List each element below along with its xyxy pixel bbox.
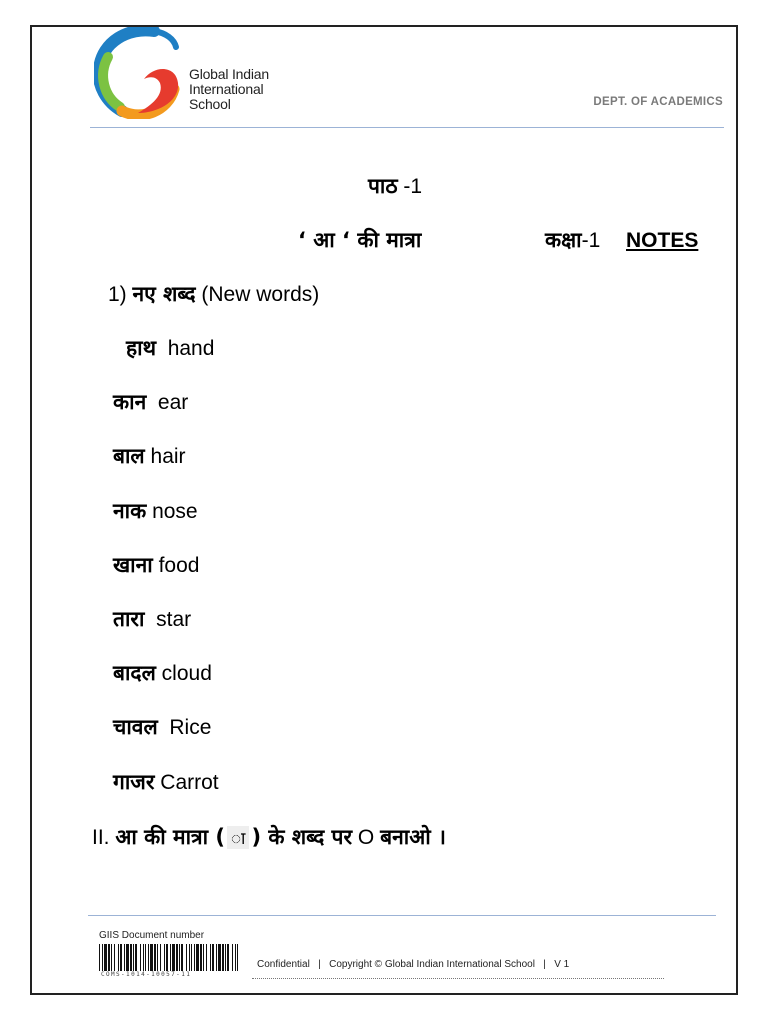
word-item xyxy=(126,334,214,362)
barcode-bar xyxy=(126,944,129,971)
barcode-bar xyxy=(176,944,178,971)
barcode-bar xyxy=(111,944,112,971)
word-english: nose xyxy=(152,500,198,523)
class-info xyxy=(545,226,698,254)
word-english: Rice xyxy=(169,716,212,739)
barcode-bar xyxy=(189,944,190,971)
school-logo xyxy=(94,27,189,119)
barcode-bar xyxy=(114,944,115,971)
barcode-bar xyxy=(166,944,168,971)
barcode-bar xyxy=(150,944,153,971)
lesson-number: -1 xyxy=(403,175,423,198)
barcode-bar xyxy=(170,944,171,971)
barcode-bar xyxy=(196,944,199,971)
barcode-bar xyxy=(222,944,224,971)
word-english: cloud xyxy=(161,662,212,685)
word-item xyxy=(113,605,191,633)
section2-text-c: बनाओ । xyxy=(380,825,446,849)
barcode-bar xyxy=(154,944,156,971)
word-item xyxy=(113,659,212,687)
word-english: ear xyxy=(157,391,189,414)
word-item xyxy=(113,768,219,796)
lesson-label: पाठ xyxy=(368,174,398,198)
barcode-bar xyxy=(108,944,110,971)
word-hindi: खाना xyxy=(113,553,153,577)
barcode-bar xyxy=(206,944,207,971)
barcode-bar xyxy=(210,944,211,971)
barcode-bar xyxy=(124,944,125,971)
word-hindi: बादल xyxy=(113,661,156,685)
barcode-bar xyxy=(172,944,175,971)
footer-separator: | xyxy=(318,959,321,970)
barcode xyxy=(99,944,241,971)
footer-text xyxy=(257,959,569,970)
word-english: food xyxy=(158,554,200,577)
school-name-line: School xyxy=(189,96,231,112)
word-hindi: बाल xyxy=(113,444,145,468)
word-hindi: नाक xyxy=(113,499,147,523)
section1-title-english: (New words) xyxy=(201,283,320,306)
word-english: star xyxy=(156,608,192,631)
word-hindi: चावल xyxy=(113,715,158,739)
school-name-line: Global Indian xyxy=(189,66,269,82)
barcode-bar xyxy=(99,944,100,971)
word-hindi: हाथ xyxy=(126,336,157,360)
lesson-title xyxy=(368,172,422,200)
document-page xyxy=(30,25,738,995)
section2-text-b: ) के शब्द पर xyxy=(251,825,353,849)
footer-divider xyxy=(88,915,716,916)
barcode-bar xyxy=(140,944,141,971)
barcode-bar xyxy=(218,944,221,971)
barcode-bar xyxy=(102,944,103,971)
barcode-bar xyxy=(212,944,214,971)
barcode-bar xyxy=(181,944,183,971)
word-item xyxy=(113,442,186,470)
word-hindi: तारा xyxy=(113,607,145,631)
word-item xyxy=(113,388,188,416)
word-hindi: कान xyxy=(113,390,147,414)
barcode-bar xyxy=(135,944,137,971)
department-label: DEPT. OF ACADEMICS xyxy=(593,96,723,108)
section2-text-a: आ की मात्रा ( xyxy=(115,825,225,849)
section1-heading xyxy=(108,280,319,308)
footer-dotted-line xyxy=(252,978,664,979)
header-divider xyxy=(90,127,724,128)
class-number: -1 xyxy=(581,229,601,252)
document-number-label: GIIS Document number xyxy=(99,930,205,941)
barcode-bar xyxy=(133,944,134,971)
barcode-text: COMS-1014-10057-11 xyxy=(101,971,192,978)
barcode-bar xyxy=(143,944,144,971)
barcode-bar xyxy=(120,944,122,971)
barcode-bar xyxy=(200,944,202,971)
word-english: hand xyxy=(167,337,215,360)
barcode-bar xyxy=(160,944,161,971)
section2-number: II. xyxy=(92,826,110,849)
vowel-sign-box: ा xyxy=(227,826,250,849)
section1-title-hindi: नए शब्द xyxy=(132,282,196,306)
word-item xyxy=(113,497,198,525)
barcode-bar xyxy=(194,944,195,971)
section1-number: 1) xyxy=(108,283,127,306)
barcode-bar xyxy=(145,944,146,971)
word-item xyxy=(113,551,199,579)
barcode-bar xyxy=(216,944,217,971)
barcode-bar xyxy=(118,944,119,971)
barcode-bar xyxy=(237,944,238,971)
copyright-label: Copyright © Global Indian International School xyxy=(329,959,535,970)
class-label: कक्षा xyxy=(545,228,582,252)
barcode-bar xyxy=(232,944,233,971)
barcode-bar xyxy=(203,944,204,971)
word-hindi: गाजर xyxy=(113,770,155,794)
word-english: hair xyxy=(150,445,186,468)
circle-symbol: O xyxy=(357,826,375,849)
footer-separator: | xyxy=(543,959,546,970)
barcode-bar xyxy=(191,944,192,971)
barcode-bar xyxy=(235,944,236,971)
lesson-topic xyxy=(298,226,421,254)
barcode-bar xyxy=(148,944,149,971)
barcode-bar xyxy=(179,944,180,971)
notes-heading: NOTES xyxy=(626,229,699,252)
topic-text: ‘ आ ‘ की मात्रा xyxy=(298,228,422,252)
word-english: Carrot xyxy=(160,771,219,794)
barcode-bar xyxy=(157,944,158,971)
barcode-bar xyxy=(186,944,187,971)
school-name-line: International xyxy=(189,81,264,97)
barcode-bar xyxy=(104,944,107,971)
barcode-bar xyxy=(225,944,226,971)
confidential-label: Confidential xyxy=(257,959,310,970)
word-item xyxy=(113,713,211,741)
version-label: V 1 xyxy=(554,959,570,970)
barcode-bar xyxy=(130,944,132,971)
section2-instruction xyxy=(92,823,446,851)
barcode-bar xyxy=(227,944,229,971)
barcode-bar xyxy=(164,944,165,971)
school-name xyxy=(189,67,269,112)
